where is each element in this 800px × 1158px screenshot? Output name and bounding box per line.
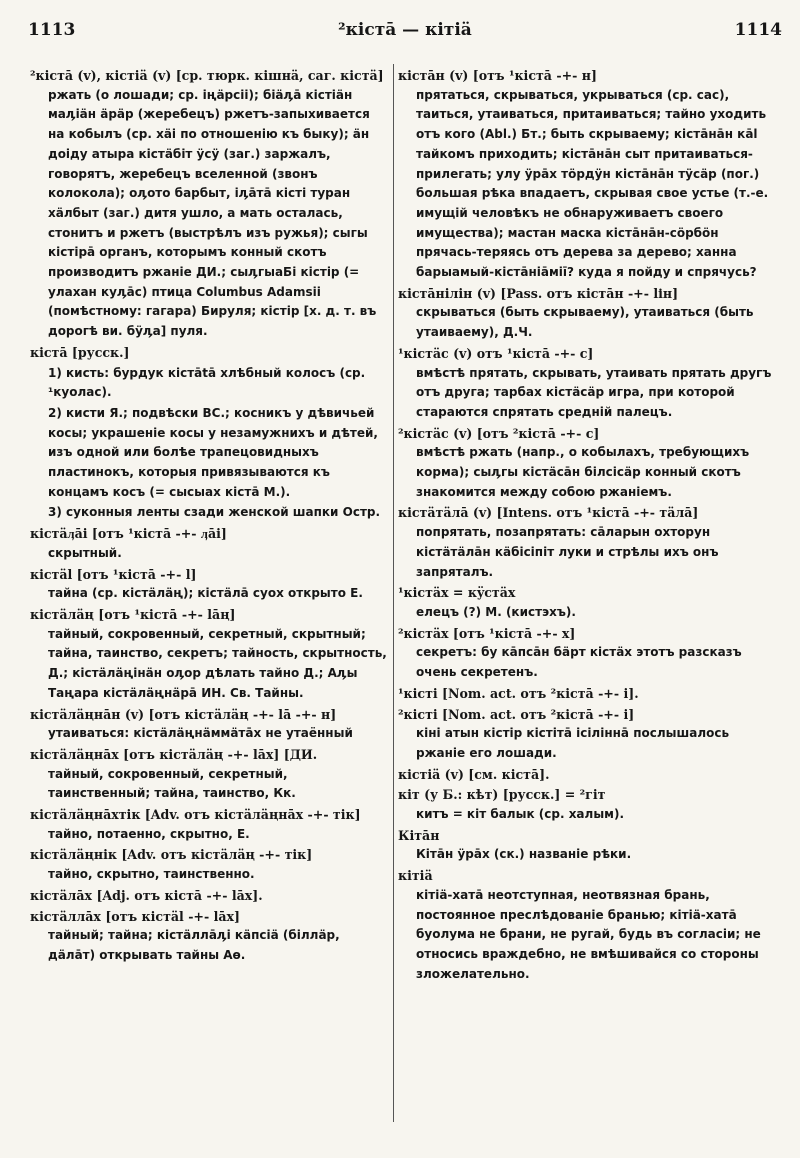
right-column xyxy=(398,66,778,1122)
entry-headword: кiстäтäлā (v) [Intens. отъ ¹кiстā -+- тäлā] xyxy=(398,505,699,521)
left-page-number: 1113 xyxy=(28,20,76,40)
entry-headword: кiстäлäңнāх [отъ кiстäлäң -+- lāх] [ДИ. xyxy=(30,746,318,762)
dictionary-entry xyxy=(30,364,388,403)
dictionary-entry xyxy=(398,503,778,582)
page-header xyxy=(28,20,782,48)
dictionary-entry xyxy=(398,344,778,423)
dictionary-entry xyxy=(30,805,388,844)
entry-definition: тайный, сокровенный, секретный, таинственный; тайна, таинство, Кк. xyxy=(48,766,296,801)
entry-headword: кiстā [русск.] xyxy=(30,344,130,360)
entry-headword: кiстäӆāi [отъ ¹кiстā -+- ӆāi] xyxy=(30,526,227,542)
entry-headword: ²кiстā (v), кiстiä (v) [ср. тюрк. кiшнä, саг. кiстä] xyxy=(30,68,384,83)
entry-definition: кiнi атын кiстiр кiстiтā iсiлiннā послышалось ржанiе его лошади. xyxy=(416,726,730,760)
entry-definition: кiтiä-хатā неотступная, неотвязная брань, постоянное преслѣдованiе бранью; кiтiä-хатā буолума не брани, не ругай, будь въ согласiи; не относись враждебно, не вмѣшивайся со стороны зложелательно. xyxy=(416,887,761,981)
dictionary-entry xyxy=(30,705,388,744)
dictionary-entry xyxy=(30,343,388,363)
entry-definition: скрываться (быть скрываему), утаиваться (быть утаиваему), Д.Ч. xyxy=(416,305,754,340)
entry-headword: кiстäлäңнāхтiк [Adv. отъ кiстäлäңнāх -+- тiк] xyxy=(30,807,361,823)
entry-headword: кiтiä xyxy=(398,868,433,884)
dictionary-entry xyxy=(398,424,778,503)
dictionary-entry xyxy=(30,886,388,906)
dictionary-entry xyxy=(30,565,388,604)
entry-headword: кiт (у Б.: кѣт) [русск.] = ²гiт xyxy=(398,787,606,803)
dictionary-entry xyxy=(30,503,388,523)
dictionary-entry xyxy=(398,765,778,785)
dictionary-entry xyxy=(398,624,778,683)
left-column xyxy=(30,66,388,1122)
entry-definition: 1) кисть: бурдук кiстātā хлѣбный колосъ (ср. ¹куолас). xyxy=(48,365,366,400)
dictionary-entry xyxy=(398,826,778,865)
dictionary-entry xyxy=(30,524,388,563)
entry-definition: секретъ: бу кāпсāн бäрт кiстäх этотъ разсказъ очень секретенъ. xyxy=(416,645,742,680)
dictionary-entry xyxy=(398,705,778,764)
entry-definition: вмѣстѣ прятать, скрывать, утаивать прятать другъ отъ друга; тарбах кiстäсäр игра, при которой стараются спрятать средній палецъ. xyxy=(416,365,772,419)
dictionary-entry xyxy=(398,866,778,984)
dictionary-entry xyxy=(398,66,778,283)
entry-headword: Кiтāн xyxy=(398,827,440,843)
dictionary-entry xyxy=(30,845,388,884)
entry-definition: ржать (о лошади; ср. iңäрсii); біäӆā кiстiäн маӆiäн äрäр (жеребецъ) ржетъ-запыхивается на кобылъ (ср. хäi по отношенiю къ быку); äн доiду атыра кiстäбiт ÿсÿ (заг.) заржалъ, говорятъ, жеребецъ вселенной (звонъ колокола); оӆото барбыт, iӆāтā кiстi туран хäлбыт (заг.) дитя ушло, а мать осталась, стонитъ и ржетъ (выстрѣлъ изъ ружья); сыгы кiстiрā органъ, которымъ конный скотъ производитъ ржанiе ДИ.; сыӆгыаБi кiстiр (= улахан куӆāс) птица Columbus Adamsii (помѣстному: гагара) Бируля; кiстiр [х. д. т. въ дорогѣ ви. бÿӆа] пуля. xyxy=(48,87,377,339)
entry-headword: ¹кiстäс (v) отъ ¹кiстā -+- с] xyxy=(398,345,594,361)
dictionary-entry xyxy=(30,907,388,966)
entry-definition: китъ = кiт балык (ср. халым). xyxy=(416,807,625,822)
entry-definition: скрытный. xyxy=(48,545,122,560)
entry-headword: кiстäллāх [отъ кiстäl -+- lāх] xyxy=(30,908,241,924)
entry-definition: 2) кисти Я.; подвѣски ВС.; косникъ у дѣвичьей косы; украшенiе косы у незамужнихъ и дѣтей, изъ одной или болѣе трапецовидныхъ пластинокъ, которыя привязываются къ концамъ косъ (= сысыах кiстā М.). xyxy=(48,405,378,499)
entry-headword: кiстäлāх [Adj. отъ кiстā -+- lāх]. xyxy=(30,887,263,903)
entry-headword: кiстāнiлiн (v) [Pass. отъ кiстāн -+- lін] xyxy=(398,285,679,301)
entry-definition: прятаться, скрываться, укрываться (ср. сас), таиться, утаиваться, притаиваться; тайно уходить отъ кого (Abl.) Бт.; быть скрываему; кiстāнāн кāl тайкомъ приходить; кiстāнāн сыт притаиваться-прилегать; улу ÿрāх тöрдÿн кiстāнāн тÿсäр (пог.) большая рѣка впадаетъ, скрывая свое устье (т.-е. имущiй человѣкъ не обнаруживаетъ своего имущества); мастан маска кiстāнāн-сöрбöн прячась-теряясь отъ дерева за дерево; ханна барыамый-кiстāнiāмiī? куда я пойду и спрячусь? xyxy=(416,87,769,280)
entry-definition: тайный; тайна; кiстäллāӆi кäпсiä (бiллäр, дäлāт) открывать тайны Аѳ. xyxy=(48,928,340,962)
entry-definition: тайно, потаенно, скрытно, Е. xyxy=(48,826,250,841)
dictionary-entry xyxy=(398,785,778,824)
entry-definition: утаиваться: кiстäлäңнäммäтāх не утаённый xyxy=(48,726,353,741)
dictionary-entry xyxy=(398,583,778,622)
entry-headword: кiстäлäң [отъ ¹кiстā -+- lāң] xyxy=(30,606,236,622)
dictionary-entry xyxy=(30,605,388,704)
entry-headword: кiстiä (v) [см. кiстā]. xyxy=(398,766,550,782)
running-title: ²кiстā — кiтiä xyxy=(338,20,472,40)
entry-headword: ²кiстi [Nom. act. отъ ²кiстā -+- i] xyxy=(398,706,635,722)
right-page-number: 1114 xyxy=(734,20,782,40)
column-divider xyxy=(393,64,394,1122)
entry-headword: ²кiстäх [отъ ¹кiстā -+- х] xyxy=(398,625,576,641)
entry-definition: елецъ (?) М. (кистэхъ). xyxy=(416,604,576,619)
dictionary-entry xyxy=(398,684,778,704)
entry-definition: Кiтāн ÿрāх (ск.) названiе рѣки. xyxy=(416,847,632,862)
entry-headword: кiстäl [отъ ¹кiстā -+- l] xyxy=(30,566,197,582)
entry-headword: кiстäлäңнāн (v) [отъ кiстäлäң -+- lā -+- н] xyxy=(30,706,337,722)
entry-headword: ¹кiстi [Nom. act. отъ ²кiстā -+- i]. xyxy=(398,685,639,701)
entry-headword: кiстäлäңнiк [Adv. отъ кiстäлäң -+- тiк] xyxy=(30,847,313,863)
dictionary-entry xyxy=(30,745,388,804)
entry-headword: кiстāн (v) [отъ ¹кiстā -+- н] xyxy=(398,68,597,83)
entry-definition: вмѣстѣ ржать (напр., о кобылахъ, требующихъ корма); сыӆгы кiстäсāн бiлсiсäр конный скотъ знакомится между собою ржанiемъ. xyxy=(416,445,750,499)
dictionary-entry xyxy=(30,66,388,342)
entry-definition: 3) суконныя ленты сзади женской шапки Остр. xyxy=(48,505,381,520)
dictionary-entry xyxy=(398,284,778,343)
entry-definition: попрятать, позапрятать: сāларын охторун кiстäтäлāн кäбiсiпiт луки и стрѣлы ихъ онъ запряталъ. xyxy=(416,525,719,579)
entry-definition: тайна (ср. кiстäлäң); кiстäлā суох открыто Е. xyxy=(48,586,363,601)
entry-definition: тайно, скрытно, таинственно. xyxy=(48,867,255,882)
dictionary-entry xyxy=(30,404,388,503)
entry-headword: ²кiстäс (v) [отъ ²кiстā -+- с] xyxy=(398,425,600,441)
entry-definition: тайный, сокровенный, секретный, скрытный; тайна, таинство, секретъ; тайность, скрытность, Д.; кiстäлäңiнäн оӆор дѣлать тайно Д.; Аӆы Таңара кiстäлäңнäрā ИН. Св. Тайны. xyxy=(48,626,387,700)
entry-headword: ¹кiстäх = кÿстäх xyxy=(398,585,516,601)
